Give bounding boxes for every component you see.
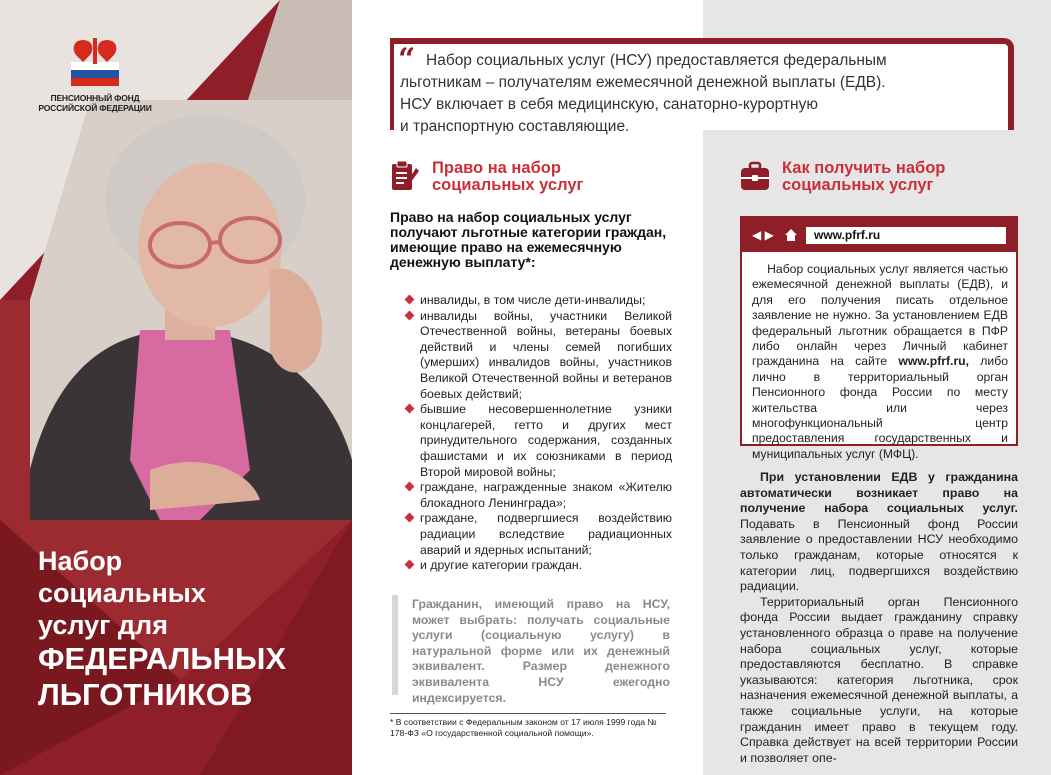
list-item [404,309,672,403]
quote-text [400,50,1000,138]
footnote-divider [390,713,666,714]
list-item-text: граждане, награжденные знаком «Жителю блокадного Ленинграда»; [420,480,672,510]
section-how-title-line1: Как получить набор [782,159,946,177]
cover-title-line3: услуг для [38,610,168,640]
eligibility-list [404,293,672,574]
list-item [404,511,672,558]
cover-panel [0,0,352,775]
list-item-text: бывшие несовершеннолетние узники концлагерей, гетто и других мест принудительного содержания, созданных фашистами и их союзниками в период Второй мировой войны; [420,402,672,479]
quote-line2: льготникам – получателям ежемесячной денежной выплаты (ЕДВ). [400,74,886,91]
quote-line3: НСУ включает в себя медицинскую, санаторно-курортную [400,96,818,113]
bullet-icon [405,482,415,492]
quote-line1: Набор социальных услуг (НСУ) предоставляется федеральным [426,52,887,69]
choice-note [392,595,674,705]
bullet-icon [405,404,415,414]
section-how-title-line2: социальных услуг [782,176,934,194]
pfr-emblem-icon [65,36,125,88]
pfr-logo-line2: РОССИЙСКОЙ ФЕДЕРАЦИИ [38,103,152,113]
briefcase-icon [740,160,770,192]
how-to-para1-bold: При установлении ЕДВ у гражданина автоматически возникает право на получение набора социальных услуг. [740,470,1018,516]
quote-box-left-border [390,38,394,130]
section-how-heading [740,160,945,194]
list-item [404,558,672,574]
eligibility-intro: Право на набор социальных услуг получают льготные категории граждан, имеющие право на ежемесячную денежную выплату*: [390,209,667,270]
bullet-icon [405,295,415,305]
quote-mark-icon: “ [398,42,416,77]
quote-line4: и транспортную составляющие. [400,118,630,135]
cover-title-line1: Набор [38,546,123,576]
how-to-para2: Территориальный орган Пенсионного фонда России выдает гражданину справку установленного образца о праве на получение набора социальных услуг, которые предоставляются бесплатно. В справке указываются: категория льготника, срок назначения ежемесячной денежной выплаты, а также социальные услуги, на которые гражданин имеет право в текущем году. Справка действует на всей территории России и позволяет опе- [740,594,1018,765]
home-icon [784,228,798,242]
footnote: * В соответствии с Федеральным законом от 17 июля 1999 года № 178-ФЗ «О государственной социальной помощи». [390,717,657,738]
browser-text-link: www.pfrf.ru, [898,354,970,369]
bullet-icon [405,310,415,320]
choice-note-bar [392,595,398,695]
browser-text-end: либо лично в территориальный орган Пенсионного фонда России по месту жительства или через многофункциональный центр предоставления государственных и муниципальных услуг (МФЦ). [752,354,1008,461]
cover-title-line4: ФЕДЕРАЛЬНЫХ [38,641,287,676]
cover-title [38,545,338,713]
list-item-text: инвалиды, в том числе дети-инвалиды; [420,293,646,307]
cover-title-line2: социальных [38,578,206,608]
browser-text-main: Набор социальных услуг является частью ежемесячной денежной выплаты (ЕДВ), и для его получения писать отдельное заявление не нужно. За установлением ЕДВ федеральный льготник обращается в ПФР либо онлайн через Личный кабинет гражданина на сайте [752,262,1008,369]
cover-title-line5: ЛЬГОТНИКОВ [38,677,253,712]
how-to-body [740,470,1018,766]
choice-note-text: Гражданин, имеющий право на НСУ, может выбрать: получать социальные услуги (социальную услугу) в натуральной форме или их денежный эквивалент. Размер денежного эквивалента НСУ ежегодно индексируется. [412,597,670,705]
section-right-heading [390,160,583,194]
list-item [404,402,672,480]
list-item-text: граждане, подвергшиеся воздействию радиации вследствие радиационных аварий и ядерных испытаний; [420,511,672,557]
browser-url: www.pfrf.ru [806,227,1006,244]
how-to-para1 [740,470,1018,595]
browser-box [740,216,1018,461]
list-item-text: инвалиды войны, участники Великой Отечественной войны, ветераны боевых действий и члены семей погибших (умерших) инвалидов войны, участников Великой Отечественной войны и ветеранов боевых действий; [420,308,672,401]
browser-toolbar [742,218,1016,252]
pfr-logo [30,36,160,113]
bullet-icon [405,560,415,570]
bullet-icon [405,513,415,523]
list-item [404,293,672,309]
list-item [404,480,672,511]
section-right-title-line2: социальных услуг [432,176,584,194]
document-pen-icon [390,160,420,192]
how-to-para1-rest: Подавать в Пенсионный фонд России заявление о предоставлении НСУ необходимо только гражданам, которые относятся к категории лиц, подвергшихся воздействию радиации. [740,516,1018,594]
browser-text [752,262,1008,462]
browser-nav-arrows-icon: ◀ ▶ [752,228,774,242]
section-right-title-line1: Право на набор [432,159,561,177]
pfr-logo-line1: ПЕНСИОННЫЙ ФОНД [50,93,140,103]
list-item-text: и другие категории граждан. [420,558,583,573]
